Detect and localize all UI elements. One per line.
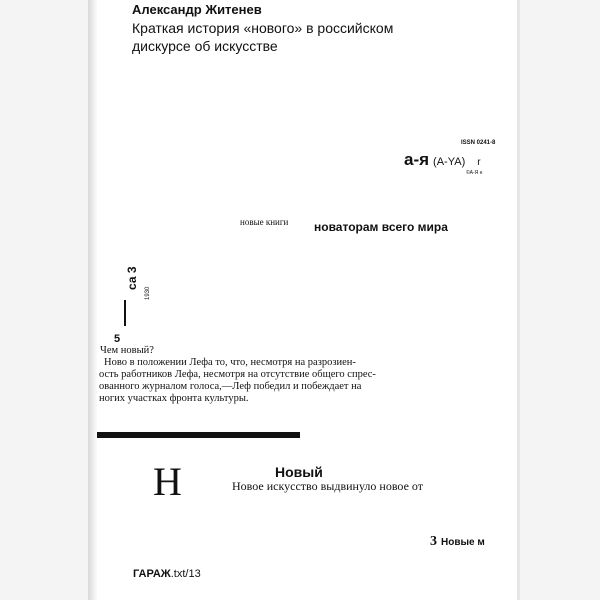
- aya-r-text: r: [477, 157, 481, 168]
- number-five: 5: [114, 333, 121, 345]
- quote-line: ость работников Лефа, несмотря на отсутствие общего спрес-: [99, 369, 376, 380]
- vertical-rule: [124, 300, 126, 326]
- big-letter: Н: [153, 459, 182, 504]
- aya-sub-text: (A-YA): [433, 156, 466, 168]
- author-name: Александр Житенев: [132, 2, 262, 17]
- book-title-line-1: Краткая история «нового» в российском: [132, 20, 394, 36]
- quote-line: Чем новый?: [100, 345, 154, 356]
- vertical-year: 1930: [145, 286, 151, 300]
- aya-main-text: а-я: [404, 150, 430, 169]
- publisher-rest: .txt/13: [170, 568, 201, 580]
- book-title-line-2: дискурсе об искусстве: [132, 38, 278, 54]
- issn-label: ISSN 0241-8: [461, 140, 496, 146]
- quote-block: [99, 345, 517, 405]
- publisher-series: [133, 568, 201, 580]
- publisher-bold: ГАРАЖ: [133, 568, 171, 580]
- three-label: [430, 534, 485, 550]
- vertical-label: са 3: [125, 266, 139, 290]
- quote-line: Ново в положении Лефа то, что, несмотря на разрозиен-: [104, 357, 356, 368]
- aya-logo: [404, 150, 481, 170]
- novoe-line: Новое искусство выдвинуло новое от: [232, 479, 423, 493]
- quote-line: ногих участках фронта культуры.: [99, 393, 249, 404]
- novye-text: Новые м: [441, 537, 485, 548]
- book-cover: [97, 0, 517, 600]
- noviy-heading: Новый: [275, 464, 323, 480]
- new-books-label: новые книги: [240, 217, 289, 227]
- copyright-text: ©А-Я н: [466, 170, 483, 176]
- innovators-heading: новаторам всего мира: [314, 220, 448, 234]
- black-rule: [97, 432, 300, 438]
- quote-line: ованного журналом голоса,—Леф победил и побеждает на: [99, 381, 362, 392]
- three-number: 3: [430, 534, 437, 549]
- cover-edge: [517, 0, 520, 600]
